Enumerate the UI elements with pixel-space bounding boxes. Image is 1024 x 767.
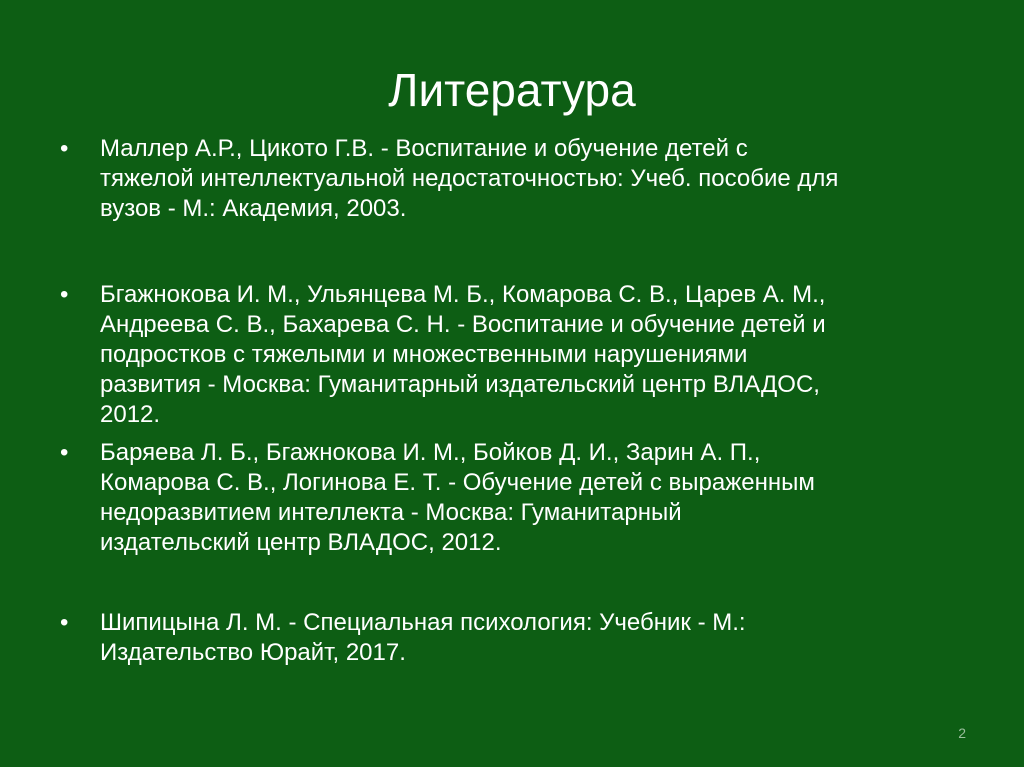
reference-line: Издательство Юрайт, 2017. xyxy=(100,639,406,666)
reference-line: вузов - М.: Академия, 2003. xyxy=(100,195,407,222)
bullet-icon: • xyxy=(60,439,69,466)
reference-line: Бгажнокова И. М., Ульянцева М. Б., Комарова С. В., Царев А. М., xyxy=(100,281,826,308)
reference-line: Комарова С. В., Логинова Е. Т. - Обучение детей с выраженным xyxy=(100,469,815,496)
reference-line: Маллер А.Р., Цикото Г.В. - Воспитание и обучение детей с xyxy=(100,135,748,162)
bullet-icon: • xyxy=(60,609,69,636)
bullet-icon: • xyxy=(60,135,69,162)
reference-item xyxy=(60,134,980,224)
reference-line: 2012. xyxy=(100,401,161,428)
bullet-icon: • xyxy=(60,281,69,308)
reference-list xyxy=(60,134,980,668)
page-number: 2 xyxy=(958,725,966,741)
reference-line: развития - Москва: Гуманитарный издательский центр ВЛАДОС, xyxy=(100,371,820,398)
slide-title: Литература xyxy=(388,64,636,116)
reference-item xyxy=(60,438,980,558)
reference-line: подростков с тяжелыми и множественными нарушениями xyxy=(100,341,748,368)
reference-line: Баряева Л. Б., Бгажнокова И. М., Бойков Д. И., Зарин А. П., xyxy=(100,439,761,466)
reference-line: издательский центр ВЛАДОС, 2012. xyxy=(100,529,502,556)
reference-line: тяжелой интеллектуальной недостаточностью: Учеб. пособие для xyxy=(100,165,839,192)
reference-line: Андреева С. В., Бахарева С. Н. - Воспитание и обучение детей и xyxy=(100,311,826,338)
reference-line: Шипицына Л. М. - Специальная психология: Учебник - М.: xyxy=(100,609,746,636)
reference-line: недоразвитием интеллекта - Москва: Гуманитарный xyxy=(100,499,682,526)
reference-item xyxy=(60,280,980,430)
reference-item xyxy=(60,608,980,668)
